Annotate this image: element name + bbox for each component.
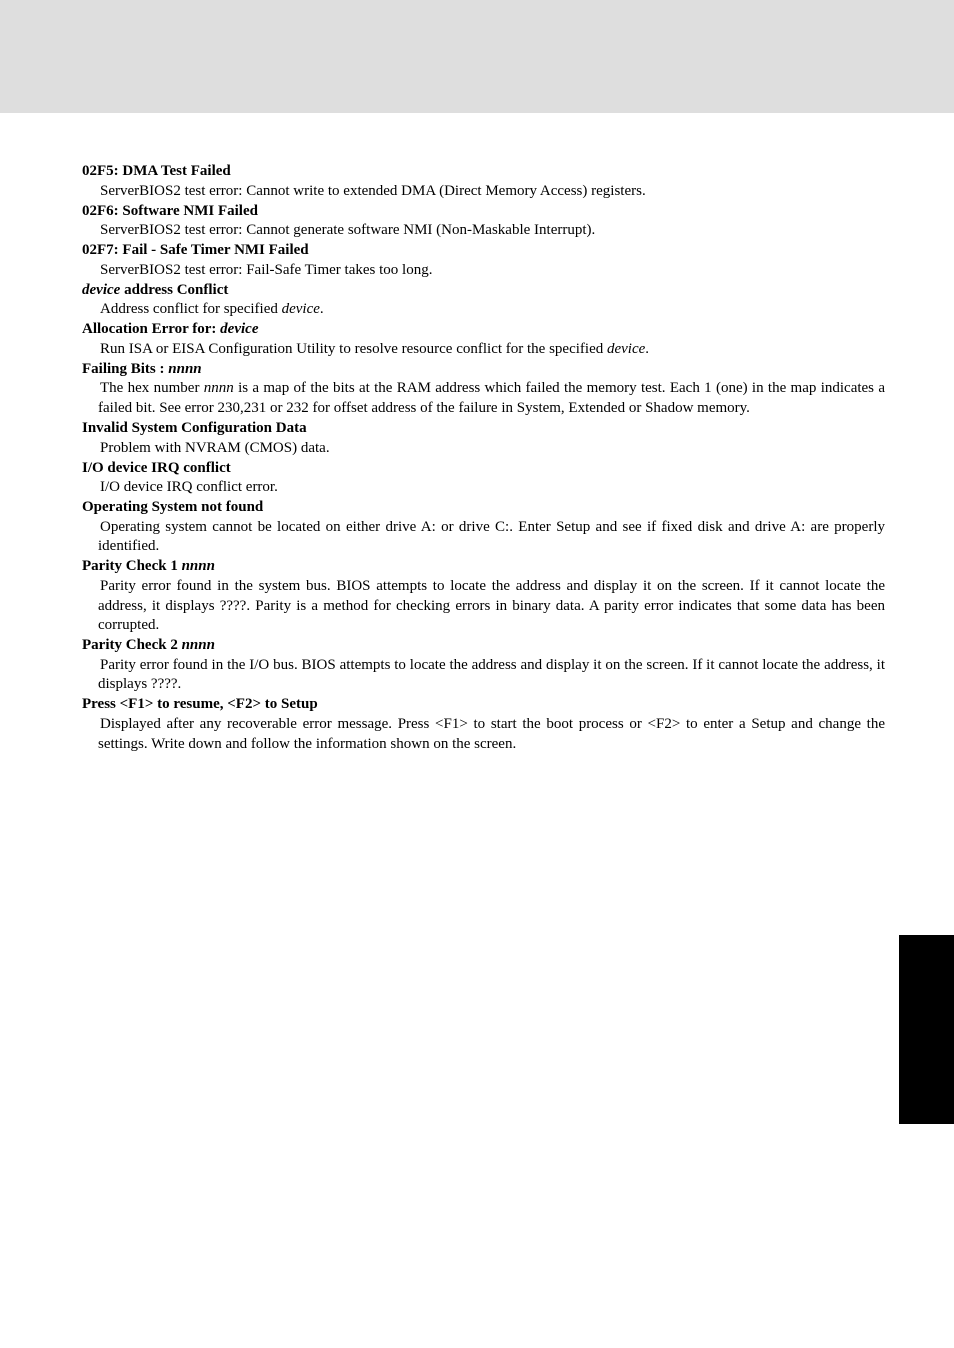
error-message-list: [82, 162, 885, 755]
text-run: ServerBIOS2 test error: Fail-Safe Timer takes too long.: [100, 261, 433, 278]
error-title: [82, 459, 885, 479]
italic-term: nnnn: [181, 637, 215, 654]
error-description: [98, 577, 885, 636]
text-run: Parity Check 2: [82, 637, 182, 654]
text-run: Address conflict for specified: [100, 301, 282, 318]
text-run: Operating system cannot be located on either drive A: or drive C:. Enter Setup and see if fixed disk and drive A: are properly identified.: [98, 518, 885, 555]
error-description: [98, 715, 885, 754]
error-description: [98, 518, 885, 557]
error-title: [82, 498, 885, 518]
error-title: [82, 419, 885, 439]
error-title: [82, 202, 885, 222]
error-description: [98, 261, 885, 281]
italic-term: device: [281, 301, 320, 318]
section-tab: [899, 935, 954, 1124]
text-run: ServerBIOS2 test error: Cannot write to extended DMA (Direct Memory Access) registers.: [100, 182, 646, 199]
header-band: [0, 0, 954, 113]
italic-term: device: [220, 321, 259, 338]
italic-term: device: [82, 281, 121, 298]
text-run: 02F6: Software NMI Failed: [82, 202, 258, 219]
text-run: Run ISA or EISA Configuration Utility to resolve resource conflict for the specified: [100, 340, 607, 357]
error-description: [98, 300, 885, 320]
error-description: [98, 439, 885, 459]
text-run: .: [319, 301, 324, 318]
text-run: Parity error found in the system bus. BIOS attempts to locate the address and display it on the screen. If it cannot locate the address, it displays ????. Parity is a method for checking errors in binary data. A parity error indicates that some data has been corrupted.: [98, 577, 885, 634]
text-run: address Conflict: [120, 281, 229, 298]
text-run: Failing Bits :: [82, 360, 169, 377]
italic-term: nnnn: [181, 558, 215, 575]
text-run: The hex number: [100, 380, 204, 397]
error-title: [82, 636, 885, 656]
text-run: I/O device IRQ conflict error.: [100, 479, 278, 496]
text-run: Parity error found in the I/O bus. BIOS attempts to locate the address and display it on the screen. If it cannot locate the address, it displays ????.: [98, 656, 885, 693]
text-run: 02F7: Fail - Safe Timer NMI Failed: [82, 242, 309, 259]
text-run: 02F5: DMA Test Failed: [82, 163, 231, 179]
error-title: [82, 557, 885, 577]
text-run: Press <F1> to resume, <F2> to Setup: [82, 696, 318, 713]
text-run: Operating System not found: [82, 499, 264, 516]
italic-term: nnnn: [168, 360, 202, 377]
text-run: Allocation Error for:: [82, 321, 221, 338]
text-run: ServerBIOS2 test error: Cannot generate software NMI (Non-Maskable Interrupt).: [100, 222, 596, 239]
text-run: Displayed after any recoverable error message. Press <F1> to start the boot process or <F2> to enter a Setup and change the settings. Write down and follow the information shown on the screen.: [98, 715, 885, 752]
text-run: Invalid System Configuration Data: [82, 420, 307, 437]
error-title: [82, 162, 885, 182]
error-description: [98, 182, 885, 202]
error-title: [82, 281, 885, 301]
text-run: I/O device IRQ conflict: [82, 459, 231, 476]
error-title: [82, 320, 885, 340]
error-description: [98, 340, 885, 360]
error-description: [98, 478, 885, 498]
text-run: Problem with NVRAM (CMOS) data.: [100, 439, 330, 456]
italic-term: device: [606, 340, 646, 357]
text-run: .: [645, 340, 650, 357]
error-title: [82, 241, 885, 261]
error-description: [98, 379, 885, 418]
error-description: [98, 656, 885, 695]
error-description: [98, 221, 885, 241]
italic-term: nnnn: [203, 380, 234, 397]
text-run: Parity Check 1: [82, 558, 182, 575]
error-title: [82, 695, 885, 715]
error-title: [82, 360, 885, 380]
text-run: is a map of the bits at the RAM address which failed the memory test. Each 1 (one) in the map indicates a failed bit. See error 230,231 or 232 for offset address of the failure in System, Extended or Shadow memory.: [98, 380, 885, 417]
